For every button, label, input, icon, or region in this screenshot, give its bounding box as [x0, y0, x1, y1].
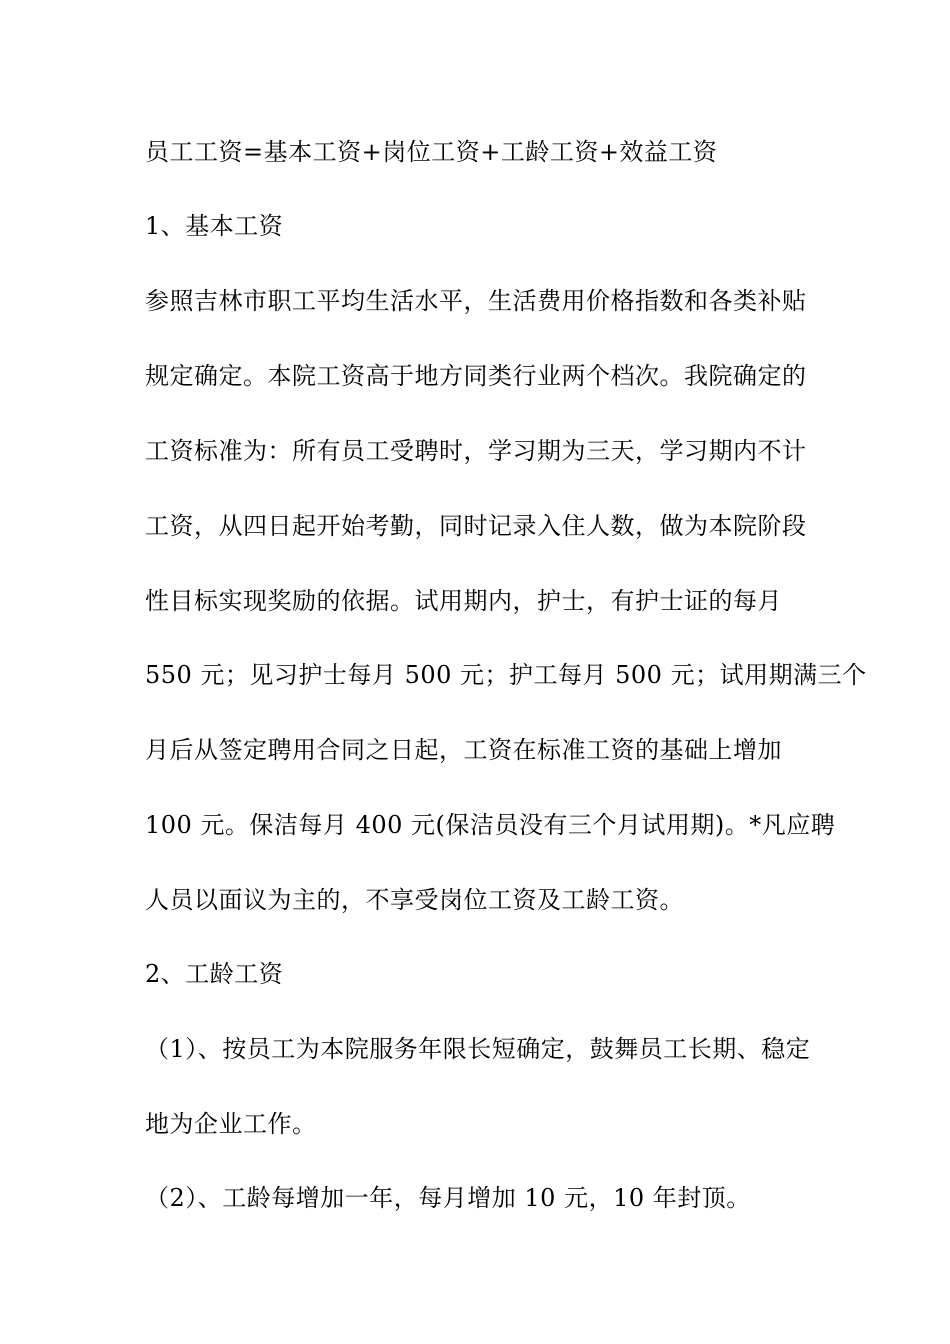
paragraph-line: 人员以面议为主的，不享受岗位工资及工龄工资。: [145, 886, 684, 914]
paragraph-line: 550 元；见习护士每月 500 元；护工每月 500 元；试用期满三个: [145, 661, 867, 689]
paragraph-line: 参照吉林市职工平均生活水平，生活费用价格指数和各类补贴: [145, 287, 807, 315]
paragraph-line: 工资，从四日起开始考勤，同时记录入住人数，做为本院阶段: [145, 512, 807, 540]
paragraph-line: 规定确定。本院工资高于地方同类行业两个档次。我院确定的: [145, 362, 807, 390]
salary-formula-line: 员工工资=基本工资+岗位工资+工龄工资+效益工资: [145, 138, 718, 166]
section-heading-basic-salary: 1、基本工资: [145, 212, 284, 240]
paragraph-line: 工资标准为：所有员工受聘时，学习期为三天，学习期内不计: [145, 437, 807, 465]
list-item: （1）、按员工为本院服务年限长短确定，鼓舞员工长期、稳定: [145, 1035, 811, 1063]
section-heading-seniority-salary: 2、工龄工资: [145, 960, 284, 988]
list-item: （2）、工龄每增加一年，每月增加 10 元，10 年封顶。: [145, 1184, 751, 1212]
paragraph-line: 性目标实现奖励的依据。试用期内，护士，有护士证的每月: [145, 587, 782, 615]
paragraph-line: 100 元。保洁每月 400 元(保洁员没有三个月试用期)。*凡应聘: [145, 811, 836, 839]
list-item-continuation: 地为企业工作。: [145, 1110, 317, 1138]
paragraph-line: 月后从签定聘用合同之日起，工资在标准工资的基础上增加: [145, 736, 782, 764]
